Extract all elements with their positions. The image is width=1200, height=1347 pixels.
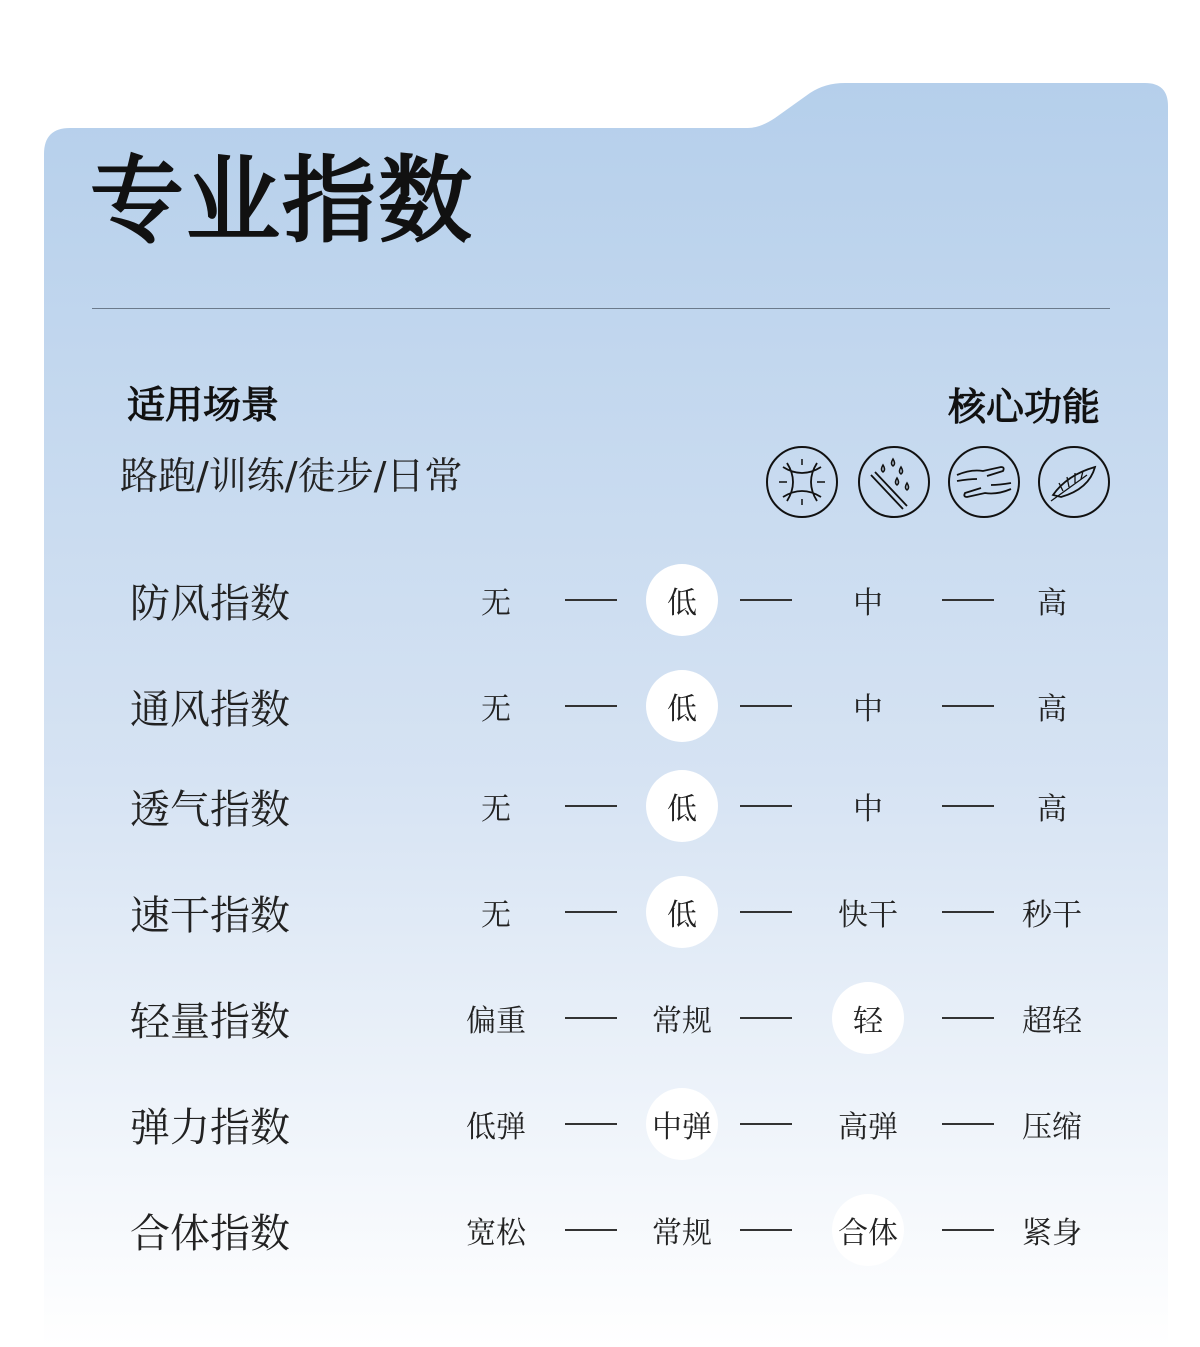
level-label: 中 <box>853 692 883 727</box>
index-level-option <box>1002 876 1102 948</box>
index-row-fit <box>0 1194 1200 1266</box>
index-name: 速干指数 <box>130 893 290 939</box>
index-level-option <box>446 1194 546 1266</box>
index-level-option <box>1002 564 1102 636</box>
level-connector-line <box>942 1123 994 1125</box>
level-connector-line <box>942 705 994 707</box>
title-divider <box>92 308 1110 309</box>
index-name: 防风指数 <box>130 581 290 627</box>
index-level-option <box>818 1194 918 1266</box>
index-level-option <box>446 670 546 742</box>
index-level-option <box>1002 670 1102 742</box>
index-level-option <box>818 564 918 636</box>
level-label: 高弹 <box>838 1110 898 1145</box>
level-label: 压缩 <box>1022 1110 1082 1145</box>
core-function-heading: 核心功能 <box>947 385 1100 429</box>
index-level-option <box>632 1194 732 1266</box>
level-label: 高 <box>1037 692 1067 727</box>
index-level-option <box>818 1088 918 1160</box>
index-name: 合体指数 <box>130 1211 290 1257</box>
level-connector-line <box>942 1017 994 1019</box>
index-level-option <box>446 1088 546 1160</box>
level-connector-line <box>740 911 792 913</box>
index-row-ventilation <box>0 670 1200 742</box>
level-connector-line <box>565 705 617 707</box>
lightweight-feather-icon <box>1037 445 1111 519</box>
index-level-option <box>818 770 918 842</box>
level-connector-line <box>942 911 994 913</box>
index-level-option <box>446 564 546 636</box>
level-label: 中弹 <box>652 1110 712 1145</box>
level-connector-line <box>740 805 792 807</box>
level-label: 低 <box>667 586 697 621</box>
level-label: 常规 <box>652 1004 712 1039</box>
level-label: 合体 <box>838 1216 898 1251</box>
level-label: 宽松 <box>466 1216 526 1251</box>
level-label: 高 <box>1037 792 1067 827</box>
scenario-heading: 适用场景 <box>127 383 280 427</box>
index-level-option <box>818 876 918 948</box>
level-label: 低弹 <box>466 1110 526 1145</box>
level-connector-line <box>740 1017 792 1019</box>
index-level-option <box>1002 770 1102 842</box>
index-level-option <box>1002 982 1102 1054</box>
index-level-option <box>1002 1194 1102 1266</box>
level-connector-line <box>740 599 792 601</box>
index-level-option <box>818 670 918 742</box>
index-level-option <box>632 982 732 1054</box>
level-connector-line <box>942 599 994 601</box>
level-connector-line <box>942 805 994 807</box>
level-connector-line <box>565 599 617 601</box>
index-level-option <box>446 876 546 948</box>
level-label: 中 <box>853 586 883 621</box>
level-connector-line <box>565 1229 617 1231</box>
level-label: 中 <box>853 792 883 827</box>
windproof-mesh-icon <box>765 445 839 519</box>
level-connector-line <box>565 805 617 807</box>
level-connector-line <box>565 1123 617 1125</box>
level-connector-line <box>565 911 617 913</box>
index-name: 轻量指数 <box>130 999 290 1045</box>
level-label: 常规 <box>652 1216 712 1251</box>
index-row-breathability <box>0 770 1200 842</box>
page-title: 专业指数 <box>90 147 475 256</box>
index-level-option <box>446 770 546 842</box>
level-label: 偏重 <box>466 1004 526 1039</box>
level-label: 无 <box>481 692 511 727</box>
level-label: 无 <box>481 898 511 933</box>
index-row-quick-dry <box>0 876 1200 948</box>
index-row-windproof <box>0 564 1200 636</box>
level-connector-line <box>740 1229 792 1231</box>
level-label: 秒干 <box>1022 898 1082 933</box>
level-label: 高 <box>1037 586 1067 621</box>
index-level-option <box>1002 1088 1102 1160</box>
index-name: 弹力指数 <box>130 1105 290 1151</box>
level-label: 紧身 <box>1022 1216 1082 1251</box>
index-level-option <box>632 1088 732 1160</box>
index-row-elasticity <box>0 1088 1200 1160</box>
level-connector-line <box>565 1017 617 1019</box>
level-label: 快干 <box>838 898 898 933</box>
level-label: 无 <box>481 792 511 827</box>
index-row-lightweight <box>0 982 1200 1054</box>
soft-touch-hands-icon <box>947 445 1021 519</box>
level-label: 超轻 <box>1022 1004 1082 1039</box>
index-level-option <box>632 564 732 636</box>
index-name: 通风指数 <box>130 687 290 733</box>
level-label: 无 <box>481 586 511 621</box>
level-label: 轻 <box>853 1004 883 1039</box>
index-level-option <box>446 982 546 1054</box>
level-label: 低 <box>667 898 697 933</box>
level-connector-line <box>942 1229 994 1231</box>
scenario-value: 路跑/训练/徒步/日常 <box>120 454 463 498</box>
index-name: 透气指数 <box>130 787 290 833</box>
index-level-option <box>632 770 732 842</box>
level-label: 低 <box>667 692 697 727</box>
level-label: 低 <box>667 792 697 827</box>
index-level-option <box>818 982 918 1054</box>
waterproof-drops-icon <box>857 445 931 519</box>
level-connector-line <box>740 705 792 707</box>
level-connector-line <box>740 1123 792 1125</box>
index-level-option <box>632 876 732 948</box>
index-level-option <box>632 670 732 742</box>
